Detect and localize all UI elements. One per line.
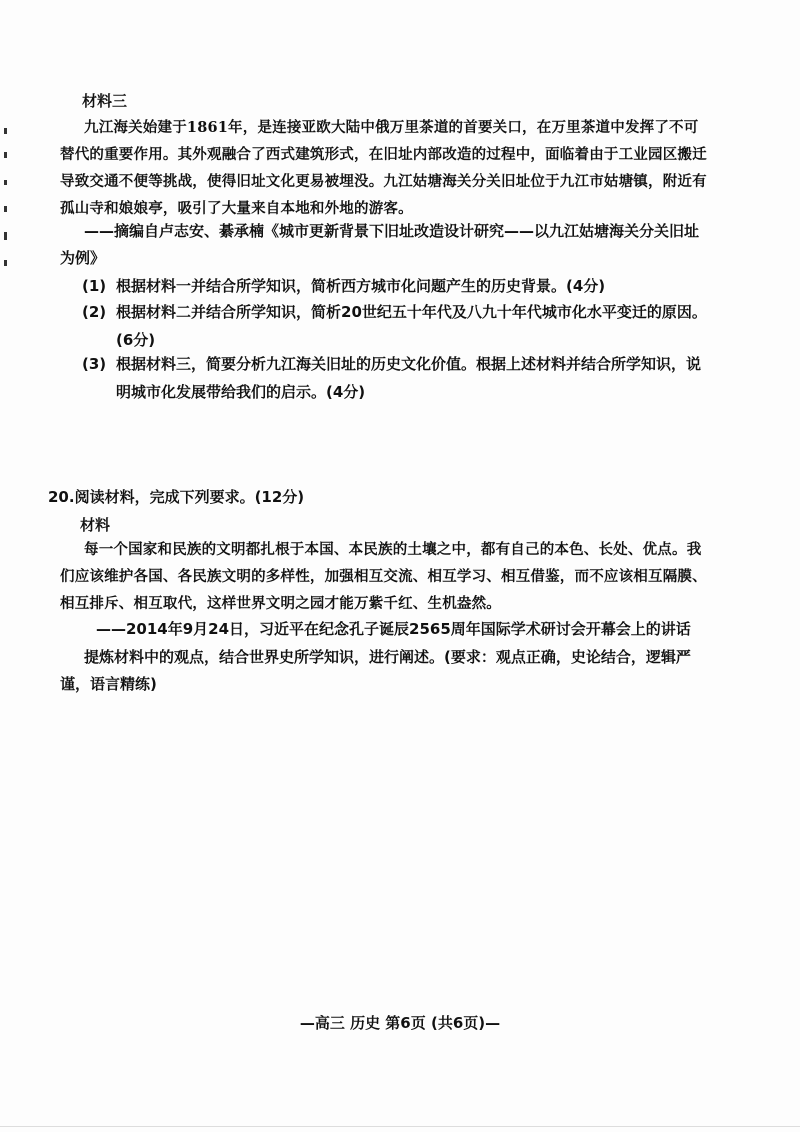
binding-mark [4,206,7,212]
q20-material-body: 每一个国家和民族的文明都扎根于本国、本民族的土壤之中，都有自己的本色、长处、优点。我们应该维护各国、各民族文明的多样性，加强相互交流、相互学习、相互借鉴，而不应该相互隔膜、相互排斥、相互取代，这样世界文明之园才能万紫千红、生机盎然。 [60,541,707,612]
scan-edge-divider [0,1126,800,1127]
question-text: 根据材料三，简要分析九江海关旧址的历史文化价值。根据上述材料并结合所学知识，说明城市化发展带给我们的启示。(4分) [116,355,702,401]
question-1 [82,272,712,300]
question-text: 根据材料一并结合所学知识，简析西方城市化问题产生的历史背景。(4分) [116,277,606,295]
question-3 [82,350,712,406]
binding-mark [4,260,7,266]
material3-source: ——摘编自卢志安、綦承楠《城市更新背景下旧址改造设计研究——以九江姑塘海关分关旧址为例》 [60,222,700,267]
question-text: 根据材料二并结合所学知识，简析20世纪五十年代及八九十年代城市化水平变迁的原因。(6分) [116,303,707,349]
question-number: (2) [82,303,107,321]
page-footer: —高三 历史 第6页 (共6页)— [299,1014,501,1032]
q20-task: 提炼材料中的观点，结合世界史所学知识，进行阐述。(要求：观点正确，史论结合，逻辑严谨，语言精练) [60,648,691,693]
question-number: (3) [82,355,107,373]
material3-heading: 材料三 [82,92,128,110]
binding-mark [4,152,7,158]
q20-title: 20.阅读材料，完成下列要求。(12分) [48,488,305,506]
question-number: (1) [82,277,107,295]
binding-mark [4,232,7,240]
question-2 [82,298,712,354]
binding-mark [4,180,7,185]
binding-mark [4,128,7,134]
q20-material-heading: 材料 [80,516,111,534]
q20-source: ——2014年9月24日，习近平在纪念孔子诞辰2565周年国际学术研讨会开幕会上的讲话 [96,620,691,638]
material3-body: 九江海关始建于1861年，是连接亚欧大陆中俄万里茶道的首要关口，在万里茶道中发挥了不可替代的重要作用。其外观融合了西式建筑形式，在旧址内部改造的过程中，面临着由于工业园区搬迁导致交通不便等挑战，使得旧址文化更易被埋没。九江姑塘海关分关旧址位于九江市姑塘镇，附近有孤山寺和娘娘亭，吸引了大量来自本地和外地的游客。 [60,119,707,217]
